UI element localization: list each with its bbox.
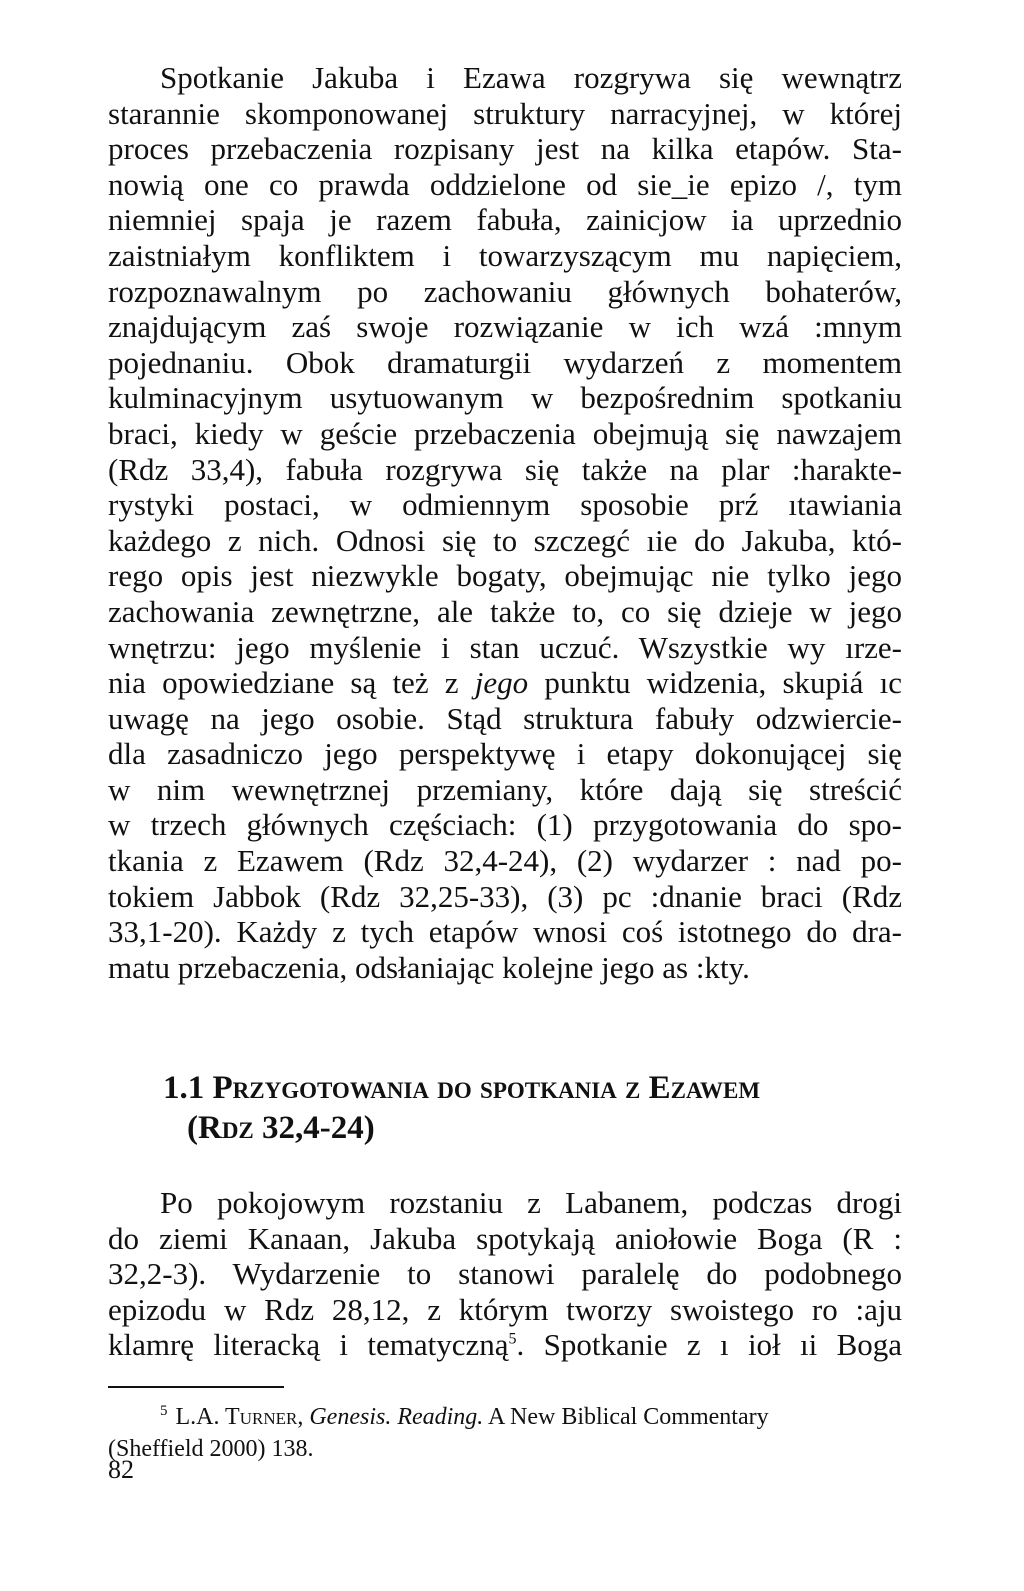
text-span: nia opowiedziane są też z <box>108 665 475 701</box>
text-line: Po pokojowym rozstaniu z Labanem, podczas drogi <box>160 1185 902 1220</box>
text-line: rozpoznawalnym po zachowaniu głównych bohaterów, <box>108 273 902 309</box>
text-line: każdego z nich. Odnosi się to szczegć ıie do Jakuba, któ- <box>108 522 902 558</box>
section-title: Przygotowania do spotkania z Ezawem <box>212 1070 761 1106</box>
footnote-reference[interactable]: 5 <box>508 1331 517 1349</box>
text-line: nowią one co prawda oddzielone od sie_ie epizo /, tym <box>108 166 902 202</box>
text-line <box>108 1327 902 1363</box>
footnote <box>108 1395 902 1465</box>
body-text-paragraph-1 <box>108 60 902 985</box>
footnote-divider <box>108 1386 284 1388</box>
section-heading-line-1 <box>163 1068 903 1108</box>
text-line: rystyki postaci, w odmiennym sposobie prź ıtawiania <box>108 487 902 523</box>
text-line: proces przebaczenia rozpisany jest na kilka etapów. Sta- <box>108 131 902 167</box>
text-line: niemniej spaja je razem fabuła, zainicjow ia uprzednio <box>108 202 902 238</box>
text-span: . Spotkanie z ı ioł ıi Boga <box>516 1327 902 1363</box>
text-line: rego opis jest niezwykle bogaty, obejmując nie tylko jego <box>108 558 902 594</box>
text-line: w nim wewnętrznej przemiany, które dają się streścić <box>108 771 902 807</box>
text-line: wnętrzu: jego myślenie i stan uczuć. Wszystkie wy ırze- <box>108 629 902 665</box>
section-heading <box>163 1068 903 1148</box>
text-line: uwagę na jego osobie. Stąd struktura fabuły odzwiercie- <box>108 700 902 736</box>
text-line: znajdującym zaś swoje rozwiązanie w ich wzá :mnym <box>108 309 902 345</box>
text-line: Spotkanie Jakuba i Ezawa rozgrywa się wewnątrz <box>160 60 902 95</box>
section-heading-line-2: (Rdz 32,4-24) <box>187 1110 375 1146</box>
text-line: pojednaniu. Obok dramaturgii wydarzeń z momentem <box>108 344 902 380</box>
text-line: zaistniałym konfliktem i towarzyszącym mu napięciem, <box>108 237 902 273</box>
footnote-mark: 5 <box>160 1403 168 1419</box>
italic-text: jego <box>474 665 529 701</box>
text-line: do ziemi Kanaan, Jakuba spotykają aniołowie Boga (R : <box>108 1220 902 1256</box>
text-line: tkania z Ezawem (Rdz 32,4-24), (2) wydarzer : nad po- <box>108 843 902 879</box>
text-span: punktu widzenia, skupiá ıc <box>528 665 902 701</box>
text-line: tokiem Jabbok (Rdz 32,25-33), (3) pc :dnanie braci (Rdz <box>108 878 902 914</box>
text-line: 33,1-20). Każdy z tych etapów wnosi coś istotnego do dra- <box>108 914 902 950</box>
text-line: (Rdz 33,4), fabuła rozgrywa się także na plar :harakte- <box>108 451 902 487</box>
text-line: epizodu w Rdz 28,12, z którym tworzy swoistego ro :aju <box>108 1291 902 1327</box>
text-line: matu przebaczenia, odsłaniając kolejne jego as :kty. <box>108 949 750 985</box>
page-number: 82 <box>108 1455 134 1484</box>
text-line: dla zasadniczo jego perspektywę i etapy dokonującej się <box>108 736 902 772</box>
text-line: zachowania zewnętrzne, ale także to, co się dzieje w jego <box>108 593 902 629</box>
footnote-author: L.A. Turner, <box>175 1404 304 1430</box>
text-line: 32,2-3). Wydarzenie to stanowi paralelę do podobnego <box>108 1256 902 1292</box>
footnote-title: Genesis. Reading. <box>309 1404 484 1430</box>
text-line <box>108 665 902 701</box>
text-span: klamrę literacką i tematyczną <box>108 1327 509 1363</box>
text-line: starannie skomponowanej struktury narracyjnej, w której <box>108 95 902 131</box>
text-line: kulminacyjnym usytuowanym w bezpośrednim spotkaniu <box>108 380 902 416</box>
footnote-line-2: (Sheffield 2000) 138. <box>108 1436 314 1462</box>
footnote-series: A New Biblical Commentary <box>483 1404 769 1430</box>
body-text-paragraph-2 <box>108 1185 902 1363</box>
text-line: braci, kiedy w geście przebaczenia obejmują się nawzajem <box>108 415 902 451</box>
footnote-line-1 <box>108 1395 902 1433</box>
text-line: w trzech głównych częściach: (1) przygotowania do spo- <box>108 807 902 843</box>
section-number: 1.1 <box>163 1070 205 1106</box>
